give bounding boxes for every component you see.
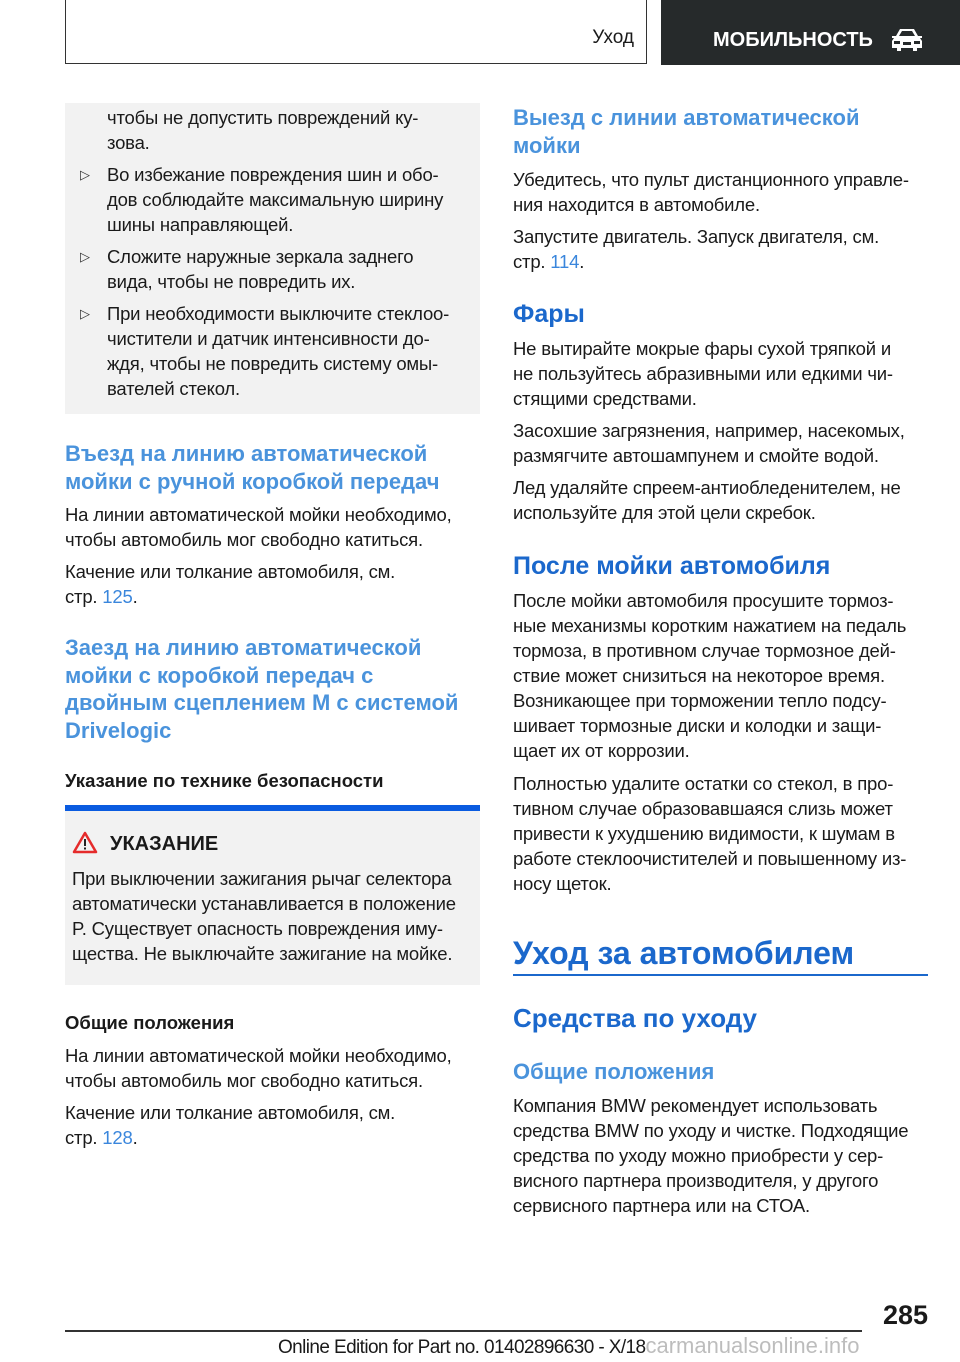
text-line: Запустите двигатель. Запуск двигателя, см. — [513, 226, 880, 247]
precaution-list — [80, 105, 450, 408]
paragraph — [65, 502, 452, 552]
text-line: Во избежание повреждения шин и обо- — [107, 164, 439, 185]
text-line: На линии автоматической мойки необходимо, — [65, 504, 452, 525]
list-item — [107, 105, 449, 155]
text-line: Сложите наружные зеркала заднего — [107, 246, 414, 267]
header-chapter-box — [661, 0, 960, 65]
text: . — [132, 1127, 138, 1148]
list-item — [80, 244, 449, 294]
text-line: дов соблюдайте максимальную ширину — [107, 189, 444, 210]
text-line: чистители и датчик интенсивности до- — [107, 328, 430, 349]
text-line: шины направляющей. — [107, 214, 294, 235]
text: стр. — [513, 251, 551, 272]
heading-line: Въезд на линию автоматической — [65, 441, 428, 466]
warning-icon — [72, 831, 98, 854]
text-line: Возникающее при торможении тепло подсу- — [513, 690, 887, 711]
heading-dct — [65, 634, 458, 744]
text-line: После мойки автомобиля просушите тормоз- — [513, 590, 894, 611]
text-line: тивном случае образовавшаяся слизь может — [513, 798, 893, 819]
text: стр. — [65, 586, 103, 607]
page-link-114[interactable]: 114 — [550, 251, 580, 272]
text-line: работе стеклоочистителей и повышенному из- — [513, 848, 907, 869]
paragraph — [65, 559, 395, 609]
text-line: Качение или толкание автомобиля, см. — [65, 1102, 396, 1123]
text-line: стящими средствами. — [513, 388, 697, 409]
footer-divider — [65, 1330, 862, 1332]
footer-watermark: carmanualsonline.info — [645, 1333, 860, 1358]
text-line: вида, чтобы не повредить их. — [107, 271, 356, 292]
text-line: шивает тормозные диски и колодки и защи- — [513, 715, 882, 736]
text-line: P. Существует опасность повреждения иму- — [72, 918, 443, 939]
bullet-icon: ▷ — [80, 167, 90, 182]
text-line: сервисного партнера или на СТОА. — [513, 1195, 810, 1216]
precaution-box — [65, 103, 480, 414]
text-line: тормоза, в противном случае тормозное дей- — [513, 640, 896, 661]
text: . — [579, 251, 585, 272]
page-number: 285 — [882, 1300, 928, 1330]
text-line: средства по уходу можно приобрести у сер- — [513, 1145, 884, 1166]
paragraph — [513, 771, 906, 896]
text-line: На линии автоматической мойки необходимо, — [65, 1045, 452, 1066]
heading-exit-wash — [513, 104, 859, 159]
heading-manual-gearbox — [65, 440, 440, 495]
header-section-box — [65, 0, 647, 64]
list-item — [80, 301, 450, 401]
text-line: зова. — [107, 132, 150, 153]
header-section-title: Уход — [592, 27, 634, 48]
text-line: чтобы не допустить повреждений ку- — [107, 107, 419, 128]
paragraph — [65, 1100, 395, 1150]
text-line: носу щеток. — [513, 873, 612, 894]
heading-line: Drivelogic — [65, 717, 172, 743]
text-line: привести к ухудшению видимости, к шумам в — [513, 823, 895, 844]
heading-line: двойным сцеплением M с системой — [65, 690, 459, 715]
text: стр. — [65, 1127, 103, 1148]
paragraph — [513, 336, 893, 411]
heading-care-products: Средства по уходу — [513, 1003, 758, 1033]
list-item — [80, 162, 449, 237]
text-line: Качение или толкание автомобиля, см. — [65, 561, 396, 582]
text-line: автоматически устанавливается в положение — [72, 893, 456, 914]
footer-edition: Online Edition for Part no. 01402896630 - X/18 — [278, 1337, 646, 1358]
text-line: ствие может снизиться на некоторое время. — [513, 665, 885, 686]
heading-line: Выезд с линии автоматической — [513, 105, 860, 130]
paragraph — [513, 224, 879, 274]
text-line: ждя, чтобы не повредить систему омы- — [107, 353, 438, 374]
heading-after-wash: После мойки автомобиля — [513, 552, 831, 580]
text-line: висного партнера производителя, у другого — [513, 1170, 879, 1191]
notice-box — [65, 811, 480, 985]
text-line: ния находится в автомобиле. — [513, 194, 760, 215]
text-line: используйте для этой цели скребок. — [513, 502, 816, 523]
text-line: не пользуйтесь абразивными или едкими чи- — [513, 363, 893, 384]
page-link-125[interactable]: 125 — [102, 586, 133, 607]
text-line: щает их от коррозии. — [513, 740, 690, 761]
text-line: ные механизмы коротким нажатием на педаль — [513, 615, 907, 636]
text-line: Не вытирайте мокрые фары сухой тряпкой и — [513, 338, 891, 359]
heading-line: мойки — [513, 132, 581, 158]
text-line: средства BMW по уходу и чистке. Подходящие — [513, 1120, 909, 1141]
text-line: чтобы автомобиль мог свободно катиться. — [65, 529, 423, 550]
safety-title: Указание по технике безопасности — [65, 770, 384, 791]
paragraph — [513, 475, 901, 525]
text: . — [132, 586, 138, 607]
header-chapter-title: МОБИЛЬНОСТЬ — [713, 29, 873, 51]
bullet-icon: ▷ — [80, 249, 90, 264]
page-link-128[interactable]: 128 — [102, 1127, 133, 1148]
heading-headlights: Фары — [513, 300, 585, 328]
car-icon — [889, 27, 925, 53]
paragraph — [513, 588, 906, 763]
text-line: При выключении зажигания рычаг селектора — [72, 868, 452, 889]
paragraph — [513, 1093, 908, 1218]
text-line: Убедитесь, что пульт дистанционного управле- — [513, 169, 909, 190]
text-line: вателей стекол. — [107, 378, 240, 399]
text-line: Лед удаляйте спреем-антиобледенителем, не — [513, 477, 901, 498]
notice-title: УКАЗАНИЕ — [110, 833, 219, 855]
text-line: чтобы автомобиль мог свободно катиться. — [65, 1070, 423, 1091]
notice-text — [72, 866, 456, 966]
paragraph — [65, 1043, 452, 1093]
heading-general: Общие положения — [513, 1059, 715, 1084]
text-line: размягчите автошампунем и смойте водой. — [513, 445, 879, 466]
text-line: Засохшие загрязнения, например, насекомых, — [513, 420, 905, 441]
general-title: Общие положения — [65, 1012, 235, 1033]
text-line: При необходимости выключите стеклоо- — [107, 303, 450, 324]
text-line: Компания BMW рекомендует использовать — [513, 1095, 878, 1116]
heading-line: мойки с ручной коробкой передач — [65, 468, 440, 494]
paragraph — [513, 167, 909, 217]
paragraph — [513, 418, 905, 468]
bullet-icon: ▷ — [80, 306, 90, 321]
heading-line: Заезд на линию автоматической — [65, 635, 422, 660]
heading-line: мойки с коробкой передач с — [65, 662, 374, 688]
text-line: щества. Не выключайте зажигание на мойке. — [72, 943, 453, 964]
heading-car-care: Уход за автомобилем — [513, 934, 928, 976]
text-line: Полностью удалите остатки со стекол, в про- — [513, 773, 894, 794]
